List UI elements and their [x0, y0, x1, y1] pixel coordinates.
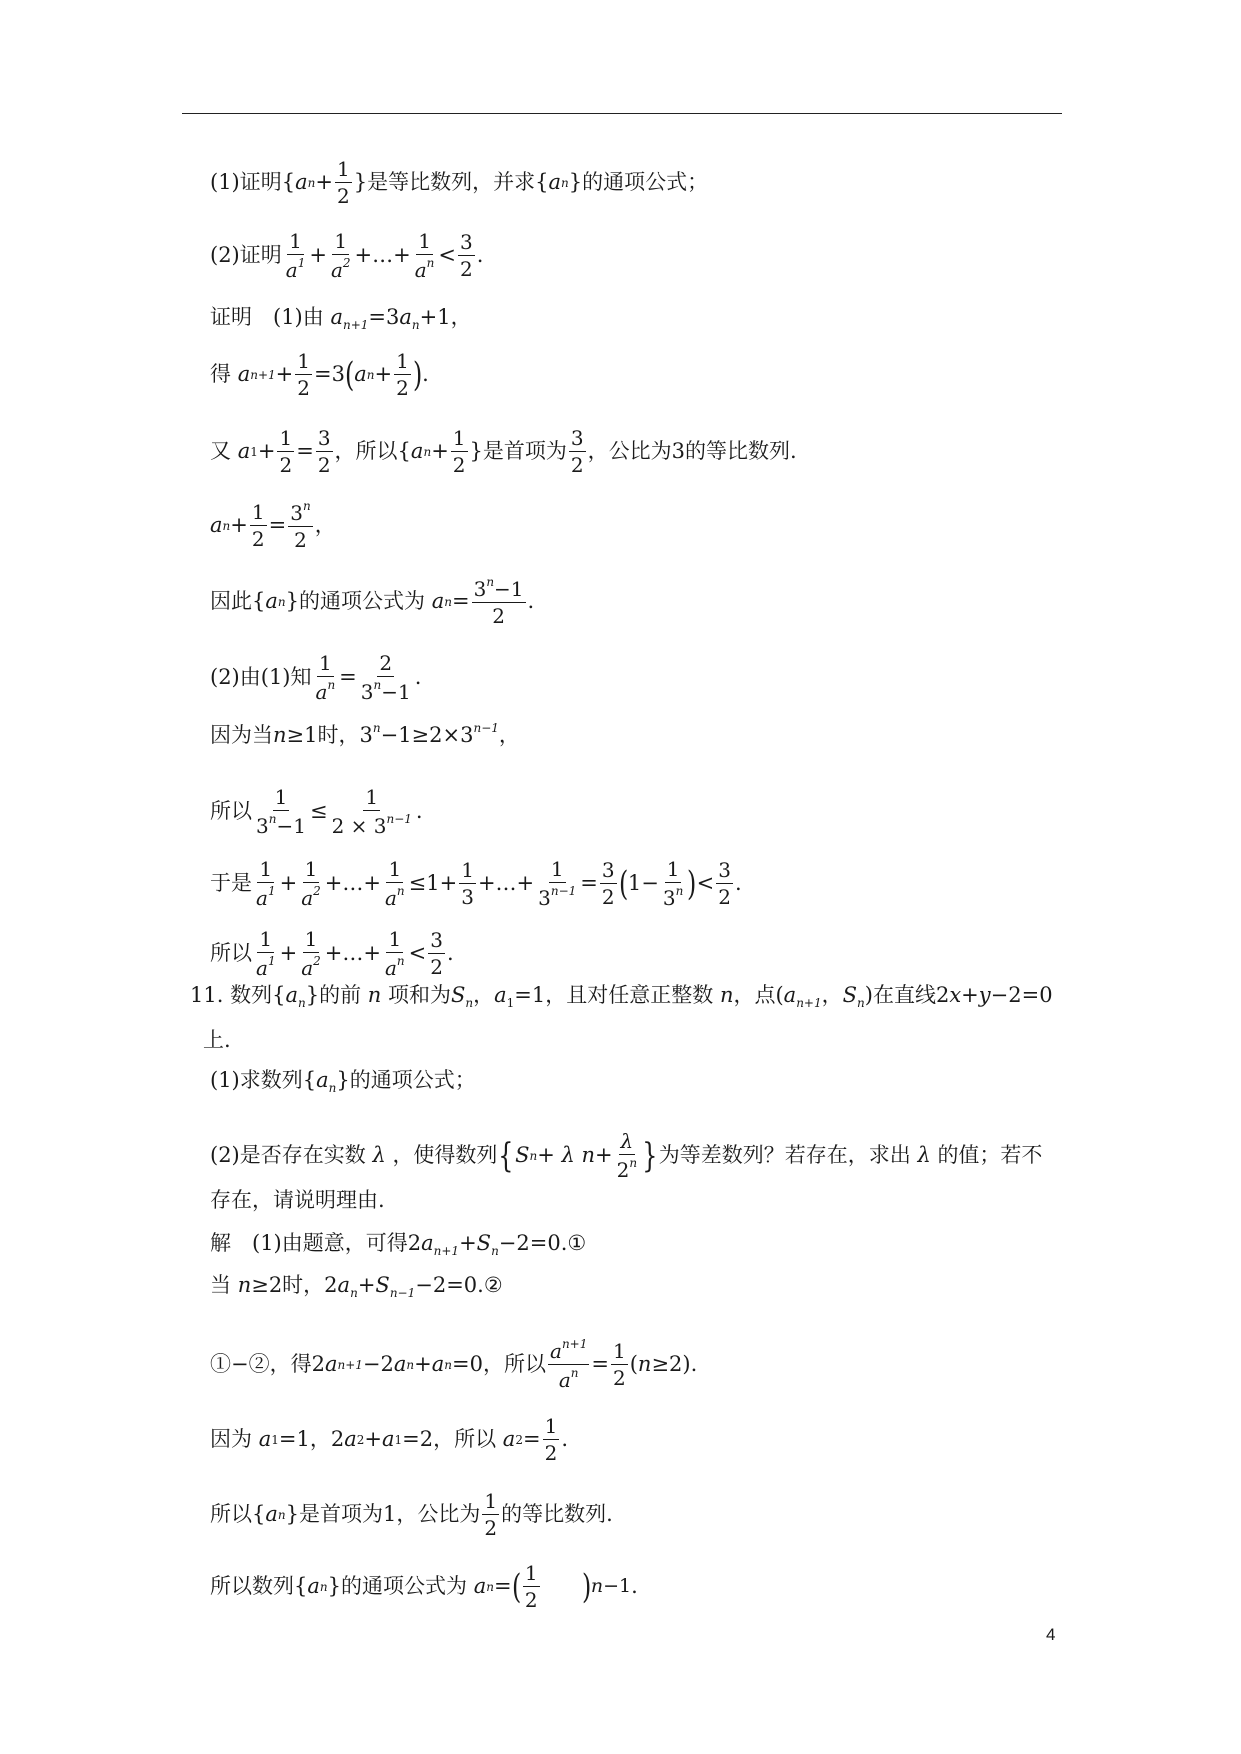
problem-11-part-1: (1)求数列$\{a_n\}$的通项公式；	[210, 1068, 476, 1095]
proof-part2-step-1: (2)由(1)知 $\frac{1}{a^n}$ = $\frac{2}{3^n-1}$ .	[210, 651, 422, 705]
problem-11-part-2: (2)是否存在实数 λ ，使得数列 { S n + λ n + $\frac{\lambda}{2^n}$ } 为等差数列？若存在，求出 λ 的值；若不	[210, 1129, 1043, 1183]
proof-step-2: 得 a n+1 + $\frac{1}{2}$ =3 ( a n + $\frac{1}{2}$ ) .	[210, 349, 429, 401]
problem-11-statement: 11. 数列$\{a_n\}$的前 n 项和为$S_n$，$a_1=1$，且对任意正整数 n，点($a_{n+1}$，$S_n$)在直线2x+y−2=0	[190, 983, 1053, 1010]
solution-step-5: 所以{ a n }是首项为1，公比为 $\frac{1}{2}$ 的等比数列.	[210, 1489, 613, 1541]
proof-step-3: 又 a 1 + $\frac{1}{2}$ = $\frac{3}{2}$ ，所以{ a n + $\frac{1}{2}$ }是首项为 $\frac{3}{2}$ ，公比为3的等比数列.	[210, 426, 797, 478]
problem-11-statement-cont: 上.	[203, 1028, 231, 1052]
proof-step-1: 证明 (1)由 $a_{n+1}=3a_n+1$，	[210, 305, 472, 332]
proof-conclusion: 所以 $\frac{1}{a^1}$ + $\frac{1}{a^2}$ +…+ $\frac{1}{a^n}$ < $\frac{3}{2}$ .	[210, 927, 454, 981]
header-rule	[182, 113, 1062, 114]
solution-step-4: 因为 a 1 =1，2 a 2 + a 1 =2，所以 a 2 = $\frac{1}{2}$ .	[210, 1414, 568, 1466]
proof-step-4: a n + $\frac{1}{2}$ = $\frac{3^n}{2}$ ，	[210, 499, 336, 553]
page-number: 4	[1046, 1625, 1056, 1644]
problem-part-2: (2)证明 $\frac{1}{a^1}$ + $\frac{1}{a^2}$ +…+ $\frac{1}{a^n}$ < $\frac{3}{2}$ .	[210, 229, 484, 283]
solution-step-3: ①−②，得2 a n+1 −2 a n + a n =0，所以 $\frac{a^{n+1}}{a^n}$ = $\frac{1}{2}$ ( n ≥2).	[210, 1337, 698, 1393]
proof-part2-step-2: 因为当n≥1时，$3^n-1\ge 2\times 3^{n-1}$，	[210, 721, 520, 747]
proof-part2-step-3: 所以 $\frac{1}{3^n-1}$ ≤ $\frac{1}{2 \times 3^{n-1}}$ .	[210, 785, 423, 839]
proof-part2-step-4: 于是 $\frac{1}{a^1}$ + $\frac{1}{a^2}$ +…+ $\frac{1}{a^n}$ ≤1+ $\frac{1}{3}$ +…+ $\frac{1}{3^{n-1}}$ = $\frac{3}{2}$ ( 1− $\frac{1}{3^n}$ ) < $\frac{3}{2}$ .	[210, 857, 742, 911]
solution-step-6: 所以数列{ a n }的通项公式为 a n = ( $\frac{1}{2}$ ) n−1 .	[210, 1561, 638, 1613]
solution-step-1: 解 (1)由题意，可得$2a_{n+1}+S_n-2=0.①$	[210, 1231, 587, 1258]
problem-part-1: (1)证明{ a n + $\frac{1}{2}$ }是等比数列，并求{ a n }的通项公式；	[210, 157, 709, 209]
solution-step-2: 当 n≥2时，$2a_n+S_{n-1}-2=0.②$	[210, 1273, 503, 1300]
proof-step-5: 因此{ a n }的通项公式为 a n = $\frac{3^n-1}{2}$ .	[210, 575, 535, 629]
problem-11-part-2-cont: 存在，请说明理由.	[210, 1188, 385, 1212]
